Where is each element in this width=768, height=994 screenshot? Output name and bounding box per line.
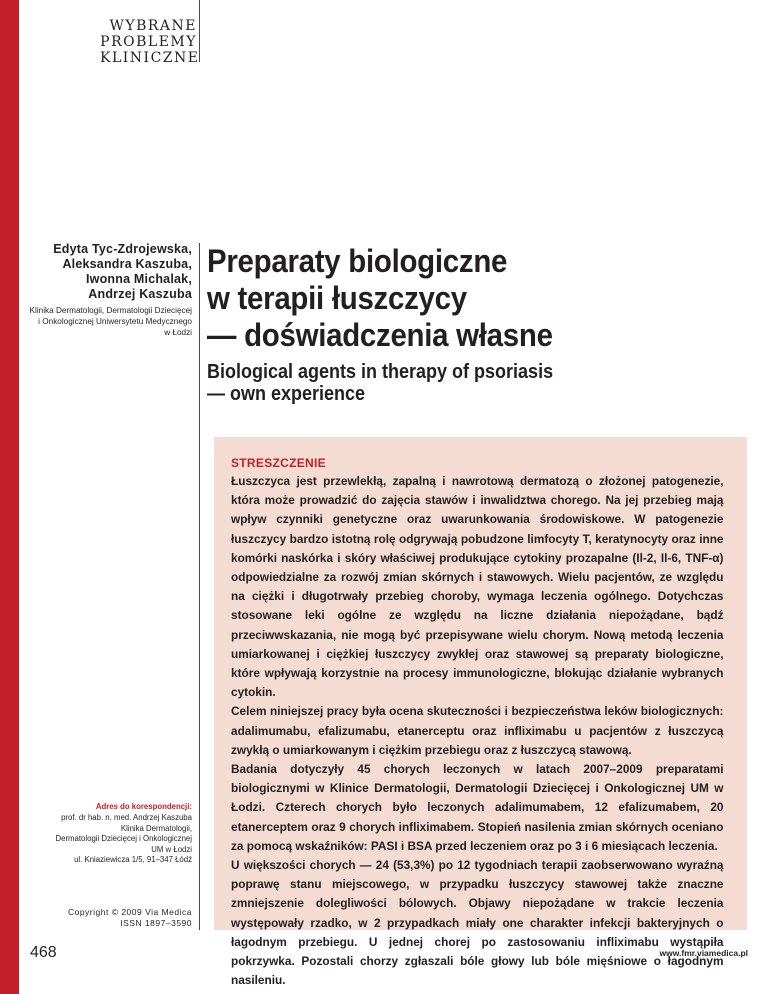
section-label-line: KLINICZNE bbox=[100, 50, 200, 66]
correspondence-label: Adres do korespondencji: bbox=[95, 802, 192, 811]
affiliation bbox=[20, 305, 192, 338]
section-label-line: WYBRANE bbox=[109, 18, 197, 34]
title-line: Biological agents in therapy of psoriasis bbox=[207, 361, 554, 383]
author: Aleksandra Kaszuba, bbox=[62, 257, 192, 271]
author: Andrzej Kaszuba bbox=[88, 287, 192, 301]
title-line: — own experience bbox=[207, 383, 366, 405]
section-label-line: PROBLEMY bbox=[100, 34, 197, 50]
authors bbox=[20, 242, 192, 302]
abstract-paragraph: Badania dotyczyły 45 chorych leczonych w latach 2007–2009 preparatami biologicznymi w Klinice Dermatologii, Dermatologii Dziecięcej i Onkologicznej UM w Łodzi. Czterech chorych było leczonych adalimumabem, 12 efalizumabem, 20 etanerceptem oraz 9 chorych infliximabem. Stopień nasilenia zmian skórnych oceniano za pomocą wskaźników: PASI i BSA przed leczeniem oraz po 3 i 6 miesiącach leczenia. bbox=[231, 762, 724, 853]
address-line: Klinika Dermatologii, bbox=[120, 823, 192, 833]
author: Iwonna Michalak, bbox=[85, 272, 192, 286]
abstract-paragraph: Łuszczyca jest przewlekłą, zapalną i nawrotową dermatozą o złożonej patogenezie, która może prowadzić do zajęcia stawów i inwalidztwa chorego. Na jej przebieg mają wpływ czynniki genetyczne oraz uwarunkowania środowiskowe. W patogenezie łuszczycy bardzo istotną rolę odgrywają pobudzone limfocyty T, keratynocyty oraz inne komórki naskórka i skóry właściwej produkujące cytokiny prozapalne (Il-2, Il-6, TNF-α) odpowiedzialne za rozwój zmian skórnych i stawowych. Wielu pacjentów, ze względu na ciężki i długotrwały przebieg choroby, wymaga leczenia ogólnego. Dotychczas stosowane leki ogólne ze względu na liczne działania niepożądane, bądź przeciwwskazania, nie mogą być przepisywane wielu chorym. Nową metodą leczenia umiarkowanej i ciężkiej łuszczycy zwykłej oraz stawowej są preparaty biologiczne, które wpływają korzystnie na procesy immunologiczne, blokując działanie wybranych cytokin. bbox=[231, 474, 724, 700]
title-line: w terapii łuszczycy bbox=[207, 280, 467, 316]
address-line: ul. Kniaziewicza 1/5, 91–347 Łódź bbox=[74, 855, 192, 864]
affiliation-line: Klinika Dermatologii, Dermatologii Dziecięcej bbox=[29, 306, 192, 315]
author: Edyta Tyc-Zdrojewska, bbox=[53, 242, 192, 256]
abstract-heading: STRESZCZENIE bbox=[231, 456, 326, 470]
issn-line: ISSN 1897–3590 bbox=[120, 918, 192, 928]
abstract-text bbox=[231, 472, 724, 990]
journal-url[interactable]: www.fmr.viamedica.pl bbox=[659, 948, 748, 958]
vertical-divider bbox=[199, 243, 200, 930]
abstract-paragraph: U większości chorych — 24 (53,3%) po 12 tygodniach terapii zaobserwowano wyraźną poprawę stanu miejscowego, w przypadku łuszczycy stawowej także znaczne zmniejszenie dolegliwości bólowych. Objawy niepożądane w trakcie leczenia występowały rzadko, w 2 przypadkach miały one charakter infekcji bakteryjnych o łagodnym przebiegu. U jednej chorej po zastosowaniu infliximabu wystąpiła pokrzywka. Pozostali chorzy zgłaszali bóle głowy lub bóle mięśniowe o łagodnym nasileniu. bbox=[231, 858, 724, 988]
correspondence-address bbox=[20, 813, 192, 866]
affiliation-line: i Onkologicznej Uniwersytetu Medycznego bbox=[38, 317, 192, 326]
address-line: Dermatologii Dziecięcej i Onkologicznej bbox=[55, 834, 192, 843]
article-title-polish bbox=[207, 243, 630, 354]
affiliation-line: w Łodzi bbox=[164, 328, 192, 337]
red-side-bar bbox=[0, 0, 19, 994]
title-line: — doświadczenia własne bbox=[207, 317, 553, 353]
address-line: UM w Łodzi bbox=[151, 844, 192, 854]
copyright bbox=[20, 907, 192, 929]
address-line: prof. dr hab. n. med. Andrzej Kaszuba bbox=[61, 813, 192, 822]
page-number: 468 bbox=[30, 944, 57, 961]
section-label bbox=[100, 18, 200, 66]
abstract-paragraph: Celem niniejszej pracy była ocena skuteczności i bezpieczeństwa leków biologicznych: adalimumabu, efalizumabu, etanerceptu oraz infliximabu u pacjentów z łuszczycą zwykłą o umiarkowanym i ciężkim przebiegu oraz z łuszczycą stawową. bbox=[231, 704, 724, 757]
title-line: Preparaty biologiczne bbox=[207, 243, 508, 279]
copyright-line: Copyright © 2009 Via Medica bbox=[67, 907, 192, 917]
article-title-english bbox=[207, 361, 657, 405]
vertical-divider-top bbox=[199, 0, 200, 62]
